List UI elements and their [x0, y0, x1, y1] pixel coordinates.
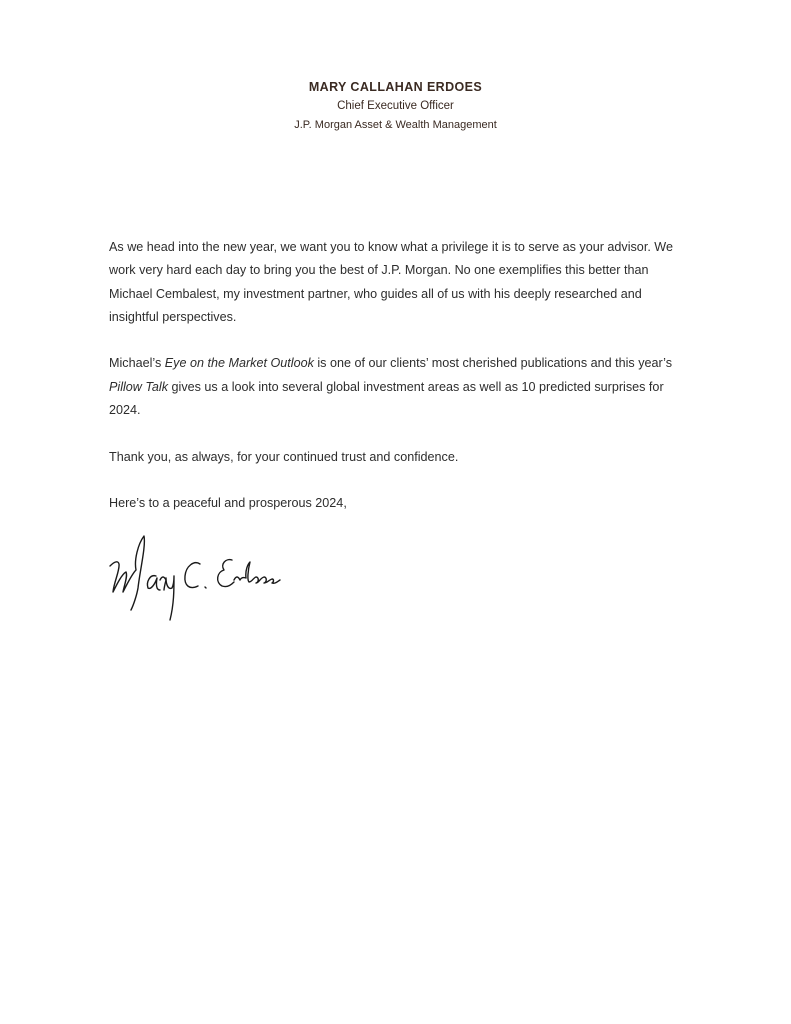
paragraph-2-part-e: gives us a look into several global investment areas as well as 10 predicted surprises for 2024. — [109, 379, 664, 418]
paragraph-2-part-a: Michael’s — [109, 356, 165, 371]
paragraph-3: Thank you, as always, for your continued trust and confidence. — [109, 449, 459, 464]
paragraph-1: As we head into the new year, we want you to know what a privilege it is to serve as your advisor. We work very hard each day to bring you the best of J.P. Morgan. No one exemplifies this better than Michael Cembalest, my investment partner, who guides all of us with his deeply researched and insightful perspectives. — [109, 240, 673, 324]
paragraph-2-part-c: is one of our clients’ most cherished publications and this year’s — [313, 356, 673, 371]
closing-line: Here’s to a peaceful and prosperous 2024, — [109, 496, 347, 511]
letter-body — [109, 236, 689, 539]
signature-image — [104, 530, 284, 626]
paragraph-2 — [109, 352, 689, 422]
report-title: Pillow Talk — [109, 379, 169, 394]
publication-title: Eye on the Market Outlook — [164, 356, 314, 371]
sender-name: MARY CALLAHAN ERDOES — [308, 80, 483, 94]
letterhead — [0, 78, 791, 135]
sender-organization: J.P. Morgan Asset & Wealth Management — [294, 119, 497, 131]
sender-title: Chief Executive Officer — [337, 100, 454, 112]
